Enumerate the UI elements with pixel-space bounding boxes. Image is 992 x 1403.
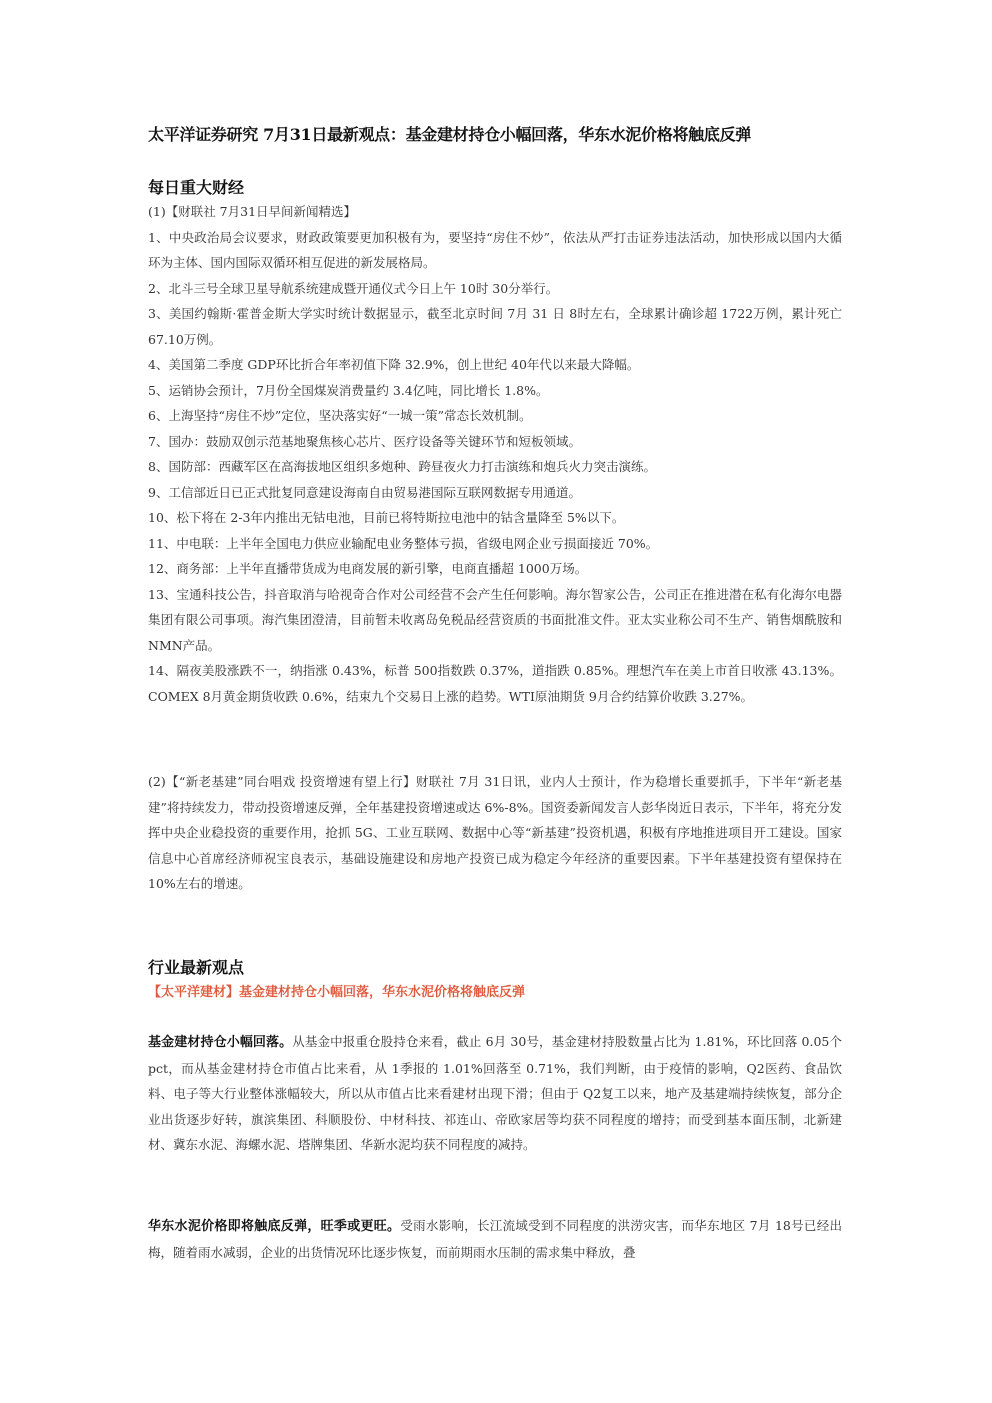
fund-holdings-text: 从基金中报重仓股持仓来看，截止 6月 30号，基金建材持股数量占比为 1.81%，环比回落 0.05个 pct，而从基金建材持仓市值占比来看，从 1季报的 1.01%回落至 0.71%，我们判断，由于疫情的影响，Q2医药、食品饮料、电子等大行业整体涨幅较大，所以从市值占比来看建材出现下滑；但由于 Q2复工以来，地产及基建端持续恢复，部分企业出货逐步好转，旗滨集团、科顺股份、中材科技、祁连山、帝欧家居等均获不同程度的增持；而受到基本面压制，北新建材、冀东水泥、海螺水泥、塔牌集团、华新水泥均获不同程度的减持。	[148, 1034, 842, 1152]
infrastructure-text: (2)【“新老基建”同台唱戏 投资增速有望上行】财联社 7月 31日讯，业内人士预计，作为稳增长重要抓手，下半年“新老基建”将持续发力，带动投资增速反弹，全年基建投资增速或达 6%-8%。国资委新闻发言人彭华岗近日表示，下半年，将充分发挥中央企业稳投资的重要作用，抢抓 5G、工业互联网、数据中心等“新基建”投资机遇，积极有序地推进项目开工建设。国家信息中心首席经济师祝宝良表示，基础设施建设和房地产投资已成为稳定今年经济的重要因素。下半年基建投资有望保持在 10%左右的增速。	[148, 774, 842, 891]
industry-subtitle: 【太平洋建材】基金建材持仓小幅回落，华东水泥价格将触底反弹	[148, 985, 526, 1000]
news-item: 3、美国约翰斯·霍普金斯大学实时统计数据显示，截至北京时间 7月 31 日 8时左右，全球累计确诊超 1722万例，累计死亡 67.10万例。	[148, 306, 842, 347]
news-item: 1、中央政治局会议要求，财政政策要更加积极有为，要坚持“房住不炒”，依法从严打击证券违法活动，加快形成以国内大循环为主体、国内国际双循环相互促进的新发展格局。	[148, 229, 842, 270]
news-item: 2、北斗三号全球卫星导航系统建成暨开通仪式今日上午 10时 30分举行。	[148, 280, 559, 296]
daily-news-block	[148, 199, 842, 709]
news-item: 11、中电联：上半年全国电力供应业输配电业务整体亏损，省级电网企业亏损面接近 70%。	[148, 535, 659, 551]
news-item: 12、商务部：上半年直播带货成为电商发展的新引擎，电商直播超 1000万场。	[148, 561, 588, 576]
news-item: 9、工信部近日已正式批复同意建设海南自由贸易港国际互联网数据专用通道。	[148, 484, 581, 500]
news-item: 6、上海坚持“房住不炒”定位，坚决落实好“一城一策”常态长效机制。	[148, 408, 532, 423]
news-item: 8、国防部：西藏军区在高海拔地区组织多炮种、跨昼夜火力打击演练和炮兵火力突击演练。	[148, 459, 656, 474]
news-item: 4、美国第二季度 GDP环比折合年率初值下降 32.9%，创上世纪 40年代以来最大降幅。	[148, 357, 640, 372]
news-item: 14、隔夜美股涨跌不一，纳指涨 0.43%，标普 500指数跌 0.37%，道指跌 0.85%。理想汽车在美上市首日收涨 43.13%。COMEX 8月黄金期货收跌 0.6%，结束九个交易日上涨的趋势。WTI原油期货 9月合约结算价收跌 3.27%。	[148, 663, 842, 704]
news-intro: (1)【财联社 7月31日早间新闻精选】	[148, 204, 357, 219]
news-item: 5、运销协会预计，7月份全国煤炭消费量约 3.4亿吨，同比增长 1.8%。	[148, 382, 549, 398]
news-item: 7、国办：鼓励双创示范基地聚焦核心芯片、医疗设备等关键环节和短板领域。	[148, 433, 581, 449]
east-china-cement-paragraph	[148, 1213, 842, 1265]
news-item: 10、松下将在 2-3年内推出无钴电池，目前已将特斯拉电池中的钴含量降至 5%以下。	[148, 510, 625, 525]
document-title: 太平洋证券研究 7月31日最新观点：基金建材持仓小幅回落，华东水泥价格将触底反弹	[148, 125, 751, 144]
fund-holdings-paragraph	[148, 1029, 842, 1158]
section-heading-industry-views: 行业最新观点	[148, 958, 245, 977]
industry-subtitle-row	[148, 979, 842, 1006]
east-china-cement-lead: 华东水泥价格即将触底反弹，旺季或更旺。	[148, 1219, 401, 1234]
fund-holdings-lead: 基金建材持仓小幅回落。	[148, 1035, 293, 1050]
infrastructure-paragraph	[148, 769, 842, 897]
section-heading-daily-finance: 每日重大财经	[148, 178, 245, 197]
east-china-cement-text: 受雨水影响，长江流域受到不同程度的洪涝灾害，而华东地区 7月 18号已经出梅，随着雨水减弱，企业的出货情况环比逐步恢复，而前期雨水压制的需求集中释放，叠	[148, 1218, 842, 1260]
news-item: 13、宝通科技公告，抖音取消与哈视奇合作对公司经营不会产生任何影响。海尔智家公告，公司正在推进潜在私有化海尔电器集团有限公司事项。海汽集团澄清，目前暂未收离岛免税品经营资质的书面批准文件。亚太实业称公司不生产、销售烟酰胺和 NMN产品。	[148, 586, 842, 653]
